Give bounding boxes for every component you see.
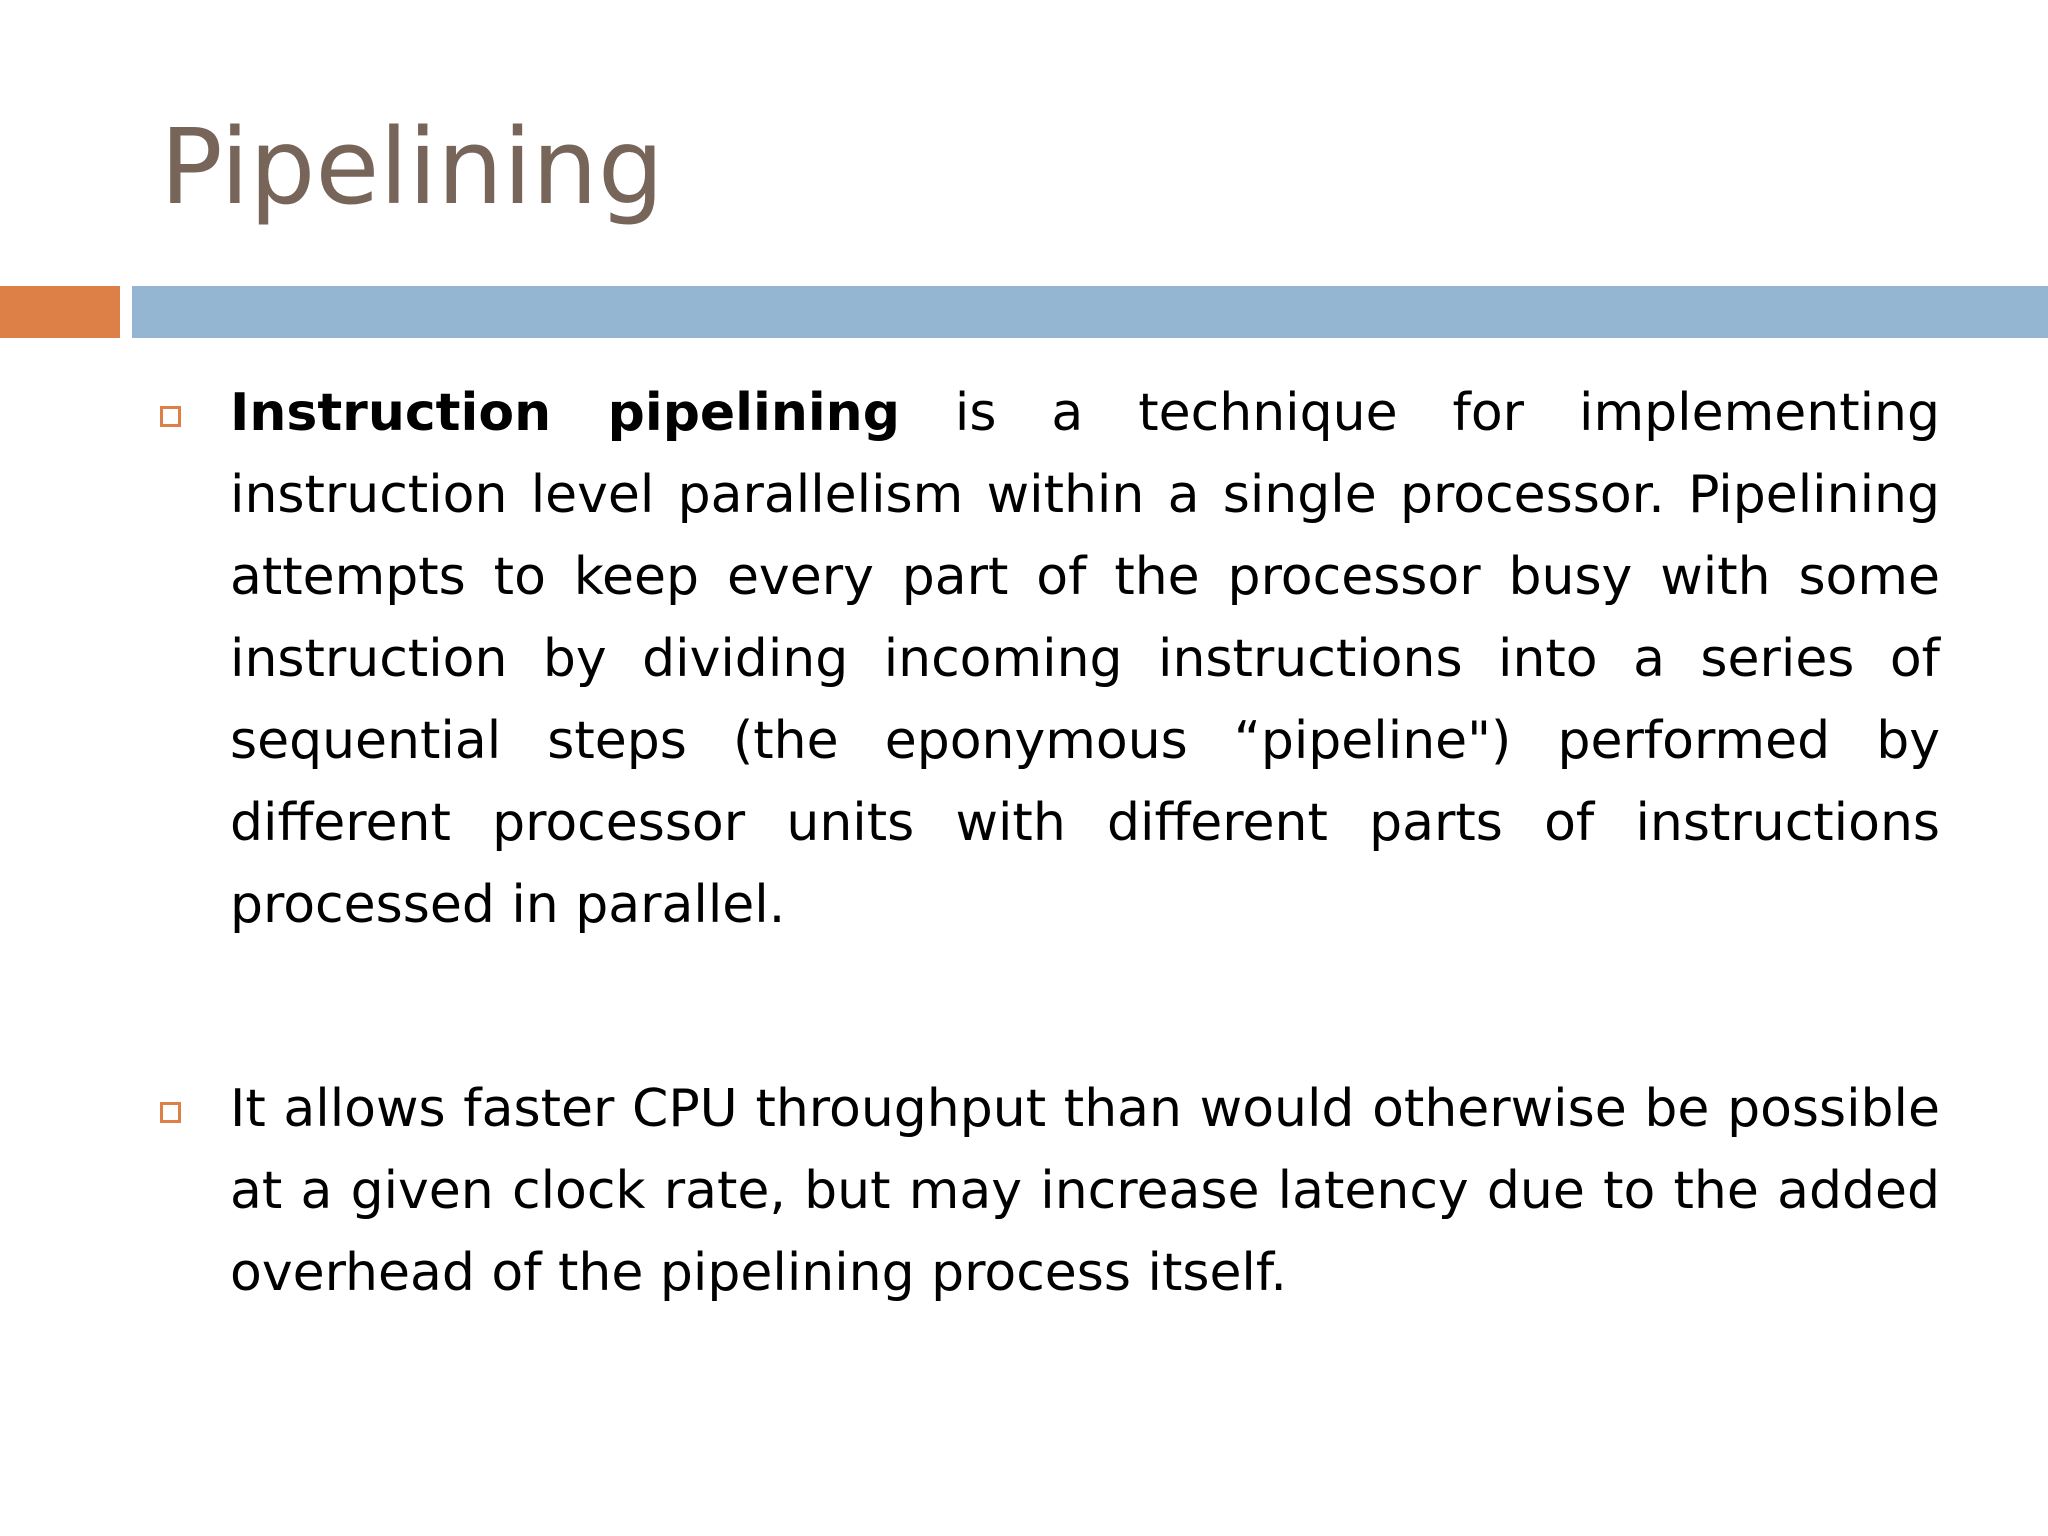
- accent-bar: [0, 286, 120, 338]
- square-bullet-icon: [160, 1102, 181, 1123]
- bullet-text: [230, 372, 1940, 946]
- bullet-body: It allows faster CPU throughput than would otherwise be possible at a given clock rate, but may increase latency due to the added overhead of the pipelining process itself.: [230, 1079, 1940, 1303]
- slide-title: Pipelining: [160, 106, 664, 228]
- bullet-text: [230, 1068, 1940, 1314]
- bullet-item: [160, 372, 1940, 946]
- bullet-bold-lead: Instruction pipelining: [230, 383, 900, 443]
- bullet-item: [160, 1068, 1940, 1314]
- square-bullet-icon: [160, 406, 181, 427]
- title-divider-bar: [132, 286, 2048, 338]
- bullet-body: is a technique for implementing instruction level parallelism within a single processor. Pipelining attempts to keep every part of the processor busy with some instruction by dividing incoming instructions into a series of sequential steps (the eponymous “pipeline") performed by different processor units with different parts of instructions processed in parallel.: [230, 383, 1940, 935]
